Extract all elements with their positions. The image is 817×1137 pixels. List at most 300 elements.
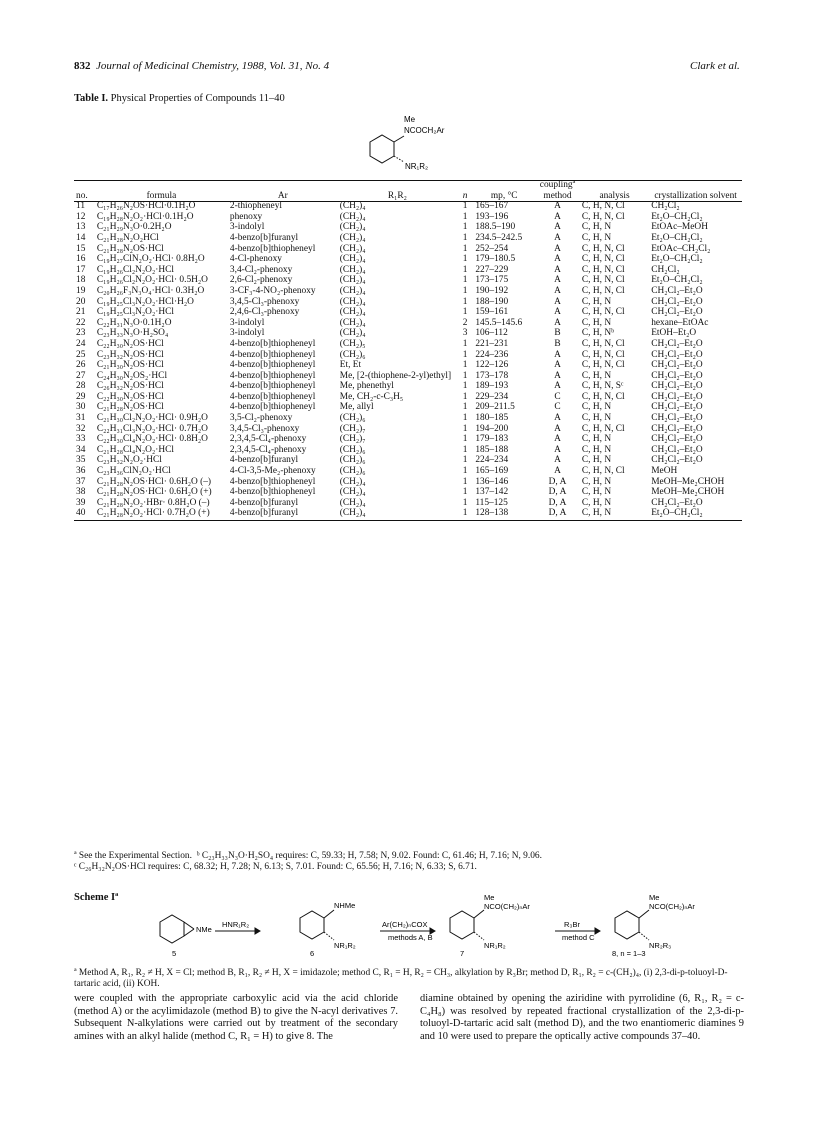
row-no: 29 [76,391,86,402]
col-header-method: couplingª method [539,180,576,201]
table-row [74,498,742,509]
running-header [74,60,329,72]
row-method: A [554,254,561,265]
table-row [74,318,742,329]
row-method: A [554,243,561,254]
row-method: B [554,338,561,349]
row-method: A [554,285,561,296]
row-solvent: CH₂Cl₂–Et₂O [651,349,703,360]
table-row [74,254,742,265]
row-analysis: C, H, N, Cl [581,360,625,371]
row-solvent: EtOH–Et₂O [651,328,697,339]
page-number: 832 [74,60,91,72]
table-row [74,350,742,361]
row-mp: 224–236 [475,349,509,360]
row-n: 1 [462,444,468,455]
row-formula: C₂₂H₃₀Cl₄N₂O₂·HCl· 0.8H₂O [96,434,208,445]
row-mp: 188.5–190 [475,222,516,233]
row-formula: C₂₂H₃₁Cl₃N₂O₂·HCl· 0.7H₂O [96,423,208,434]
row-mp: 145.5–145.6 [475,317,523,328]
row-mp: 122–126 [475,360,509,371]
row-r1r2: (CH₂)₄ [339,275,366,286]
row-no: 32 [76,423,86,434]
row-method: A [554,232,561,243]
row-analysis: C, H, N, Cl [581,254,625,265]
row-analysis: C, H, N [581,232,612,243]
row-r1r2: (CH₂)₄ [339,243,366,254]
row-formula: C₂₃H₃₂N₂OS·HCl [96,349,164,360]
row-r1r2: (CH₂)₄ [339,487,366,498]
row-n: 1 [462,264,468,275]
row-formula: C₂₁H₂₈Cl₄N₂O₂·HCl [96,444,174,455]
bond-bottom [394,156,404,162]
row-solvent: Et₂O–CH₂Cl₂ [651,254,703,265]
row-mp: 188–190 [475,296,509,307]
row-n: 1 [462,211,468,222]
row-method: A [554,201,561,212]
row-analysis: C, H, N [581,476,612,487]
cyclohexane-ring [370,135,394,163]
row-n: 1 [462,201,468,212]
row-solvent: MeOH [651,466,678,477]
row-mp: 179–180.5 [475,254,516,265]
row-solvent: CH₂Cl₂–Et₂O [651,444,703,455]
row-ar: 2,6-Cl₂-phenoxy [229,275,293,286]
table-row [74,413,742,424]
scheme-nco-top-8: NCO(CH₂)ₙAr [649,902,695,911]
row-n: 1 [462,508,468,519]
row-r1r2: (CH₂)₄ [339,328,366,339]
row-solvent: CH₂Cl₂ [651,264,680,275]
body-text-left: were coupled with the appropriate carboxylic acid via the acid chloride (method A) or the acylimidazole (method B) to give the N-acyl derivatives 7. Subsequent N-alkylations were carried out by treatment of the secondary amines with an alkyl halide (method C, R₁ = H) to give 8. The [74,993,398,1042]
row-n: 2 [462,317,468,328]
row-analysis: C, H, N [581,296,612,307]
row-n: 1 [462,434,468,445]
row-formula: C₂₁H₂₈N₂OS·HCl [96,402,164,413]
row-ar: 4-benzo[b]furanyl [229,232,299,243]
row-formula: C₂₂H₃₀N₂OS·HCl [96,391,164,402]
row-mp: 180–185 [475,413,509,424]
row-n: 1 [462,338,468,349]
row-no: 26 [76,360,86,371]
row-r1r2: (CH₂)₆ [339,413,366,424]
row-solvent: EtOAc–CH₂Cl₂ [651,243,711,254]
amide-ring [450,911,474,939]
row-formula: C₂₁H₃₀Cl₂N₂O₂·HCl· 0.9H₂O [96,413,208,424]
aziridine-ring [160,915,184,943]
row-n: 1 [462,455,468,466]
row-mp: 137–142 [475,487,509,498]
row-analysis: C, H, N [581,455,612,466]
row-method: A [554,264,561,275]
table-row [74,360,742,371]
scheme-reagent-1: HNR₁R₂ [222,920,250,929]
row-no: 37 [76,476,86,487]
scheme-nhme: NHMe [334,901,356,910]
table-row [74,487,742,498]
row-r1r2: Me, CH₂-c-C₃H₅ [339,391,404,402]
row-formula: C₂₃H₃₆ClN₂O₂·HCl [96,466,171,477]
table-row [74,508,742,519]
row-ar: 4-benzo[b]thiopheneyl [229,487,316,498]
row-analysis: C, H, N, Cl [581,338,625,349]
row-solvent: CH₂Cl₂–Et₂O [651,497,703,508]
row-no: 36 [76,466,86,477]
col-header-solvent: crystallization solvent [654,190,737,201]
row-formula: C₂₁H₂₈N₂OS·HCl [96,243,164,254]
row-r1r2: (CH₂)₄ [339,285,366,296]
row-no: 16 [76,254,86,265]
row-no: 38 [76,487,86,498]
row-analysis: C, H, N [581,487,612,498]
table-row [74,307,742,318]
row-n: 3 [462,328,468,339]
row-n: 1 [462,307,468,318]
structure-bottom-label: NR₁R₂ [405,162,429,171]
row-analysis: C, H, N [581,434,612,445]
row-no: 19 [76,285,86,296]
row-ar: 3,5-Cl₂-phenoxy [229,413,293,424]
row-n: 1 [462,254,468,265]
row-mp: 193–196 [475,211,509,222]
row-no: 33 [76,434,86,445]
row-formula: C₁₉H₂₈N₂O₂·HCl·0.1H₂O [96,211,194,222]
row-ar: 4-benzo[b]furanyl [229,508,299,519]
table-row [74,275,742,286]
row-solvent: Et₂O–CH₂Cl₂ [651,275,703,286]
table-row [74,466,742,477]
col-header-formula: formula [146,190,177,201]
table-row [74,286,742,297]
row-solvent: CH₂Cl₂–Et₂O [651,338,703,349]
row-formula: C₁₇H₂₆N₂OS·HCl·0.1H₂O [96,201,196,212]
row-formula: C₂₂H₃₀N₂OS·HCl [96,338,164,349]
row-r1r2: Et, Et [339,360,362,371]
row-n: 1 [462,275,468,286]
row-mp: 165–167 [475,201,509,212]
table-bottom-rule [74,520,742,521]
row-analysis: C, H, N [581,508,612,519]
row-method: C [554,391,561,402]
table-row [74,233,742,244]
footnote-a: ª See the Experimental Section. [74,851,192,861]
row-mp: 159–161 [475,307,509,318]
row-method: A [554,307,561,318]
row-formula: C₂₁H₂₉N₃O·0.2H₂O [96,222,172,233]
scheme-reagent-2: Ar(CH₂)ₙCOX [382,920,428,929]
row-formula: C₂₃H₃₃N₃O·H₂SO₄ [96,328,169,339]
row-analysis: C, H, N [581,413,612,424]
row-mp: 229–234 [475,391,509,402]
row-r1r2: Me, allyl [339,402,374,413]
scheme-footnote: ª Method A, R₁, R₂ ≠ H, X = Cl; method B, R₁, R₂ ≠ H, X = imidazole; method C, R₁ = H, R₂ = CH₃, alkylation by R₃Br; method D, R₁, R₂ = c-(CH₂)₄, (i) 2,3-di-p-toluoyl-D-tartaric acid, (ii) KOH. [74,968,728,989]
row-r1r2: (CH₂)₄ [339,307,366,318]
row-mp: 194–200 [475,423,509,434]
row-mp: 136–146 [475,476,509,487]
row-analysis: C, H, N, Cl [581,349,625,360]
row-mp: 173–178 [475,370,509,381]
row-solvent: CH₂Cl₂–Et₂O [651,455,703,466]
row-ar: 4-benzo[b]thiopheneyl [229,391,316,402]
row-ar: 3-indolyl [229,328,265,339]
row-ar: 3,4-Cl₂-phenoxy [229,264,293,275]
row-solvent: CH₂Cl₂–Et₂O [651,423,703,434]
row-method: A [554,275,561,286]
row-n: 1 [462,391,468,402]
row-r1r2: Me, phenethyl [339,381,394,392]
row-mp: 234.5–242.5 [475,232,523,243]
row-ar: 2,4,6-Cl₃-phenoxy [229,307,300,318]
row-analysis: C, H, N [581,317,612,328]
row-r1r2: (CH₂)₄ [339,317,366,328]
row-n: 1 [462,296,468,307]
row-formula: C₂₆H₃₂N₂OS·HCl [96,381,164,392]
row-solvent: Et₂O–CH₂Cl₂ [651,508,703,519]
row-formula: C₂₄H₃₀N₂OS₂·HCl [96,370,168,381]
row-method: A [554,296,561,307]
table-header-row [74,180,742,201]
table-row [74,402,742,413]
scheme-compound-5: 5 [172,949,177,958]
row-method: A [554,211,561,222]
properties-table [74,180,742,519]
table-row [74,244,742,255]
row-r1r2: (CH₂)₄ [339,296,366,307]
row-ar: 4-benzo[b]thiopheneyl [229,402,316,413]
row-mp: 190–192 [475,285,509,296]
row-mp: 252–254 [475,243,509,254]
row-no: 27 [76,370,86,381]
scheme-nr1r2-7: NR₁R₂ [484,941,506,950]
row-method: A [554,360,561,371]
journal-citation: Journal of Medicinal Chemistry, 1988, Vol. 31, No. 4 [96,60,330,72]
row-method: D, A [548,497,567,508]
row-no: 15 [76,243,86,254]
row-formula: C₂₂H₃₁N₃O·0.1H₂O [96,317,172,328]
row-n: 1 [462,497,468,508]
row-n: 1 [462,232,468,243]
row-mp: 189–193 [475,381,509,392]
row-analysis: C, H, N, Cl [581,264,625,275]
row-analysis: C, H, N, Cl [581,423,625,434]
alkylated-ring [615,911,639,939]
row-method: A [554,413,561,424]
scheme-me-8: Me [649,893,660,902]
row-mp: 115–125 [475,497,508,508]
row-ar: 4-Cl-3,5-Me₂-phenoxy [229,466,316,477]
scheme-methods-ab: methods A, B [388,933,433,942]
row-no: 13 [76,222,86,233]
row-no: 24 [76,338,86,349]
row-formula: C₂₀H₂₆F₃N₃O₄·HCl· 0.3H₂O [96,285,205,296]
row-no: 30 [76,402,86,413]
table-row [74,297,742,308]
row-solvent: CH₂Cl₂–Et₂O [651,434,703,445]
row-formula: C₁₉H₂₅Cl₃N₂O₂·HCl [96,307,174,318]
row-no: 18 [76,275,86,286]
row-n: 1 [462,285,468,296]
row-no: 22 [76,317,86,328]
row-n: 1 [462,381,468,392]
row-r1r2: (CH₂)₄ [339,264,366,275]
scheme-title: Scheme Iª [74,892,119,903]
row-analysis: C, H, N, Cl [581,201,625,212]
table-caption: Physical Properties of Compounds 11–40 [110,93,285,104]
scheme-diagram [150,800,730,960]
row-r1r2: (CH₂)₅ [339,338,366,349]
row-analysis: C, H, N, Cl [581,243,625,254]
table-row [74,381,742,392]
row-formula: C₁₉H₂₆Cl₂N₂O₂·HCl [96,264,174,275]
scheme-me: Me [484,893,495,902]
row-solvent: CH₂Cl₂–Et₂O [651,285,703,296]
row-solvent: CH₂Cl₂–Et₂O [651,391,703,402]
row-mp: 165–169 [475,466,509,477]
body-text-right: diamine obtained by opening the aziridine with pyrrolidine (6, R₁, R₂ = c-C₄H₈) was resolved by repeated fractional crystallization of the 2,3-di-p-toluoyl-D-tartaric acid salt (method D), and the two enantiomeric diamines 9 and 10 were used to prepare the optically active compounds 37–40. [420,993,744,1042]
row-solvent: CH₂Cl₂–Et₂O [651,296,703,307]
row-ar: phenoxy [229,211,263,222]
row-no: 23 [76,328,86,339]
row-solvent: EtOAc–MeOH [651,222,708,233]
row-n: 1 [462,413,468,424]
row-n: 1 [462,222,468,233]
row-formula: C₁₉H₂₆Cl₂N₂O₂·HCl· 0.5H₂O [96,275,208,286]
row-no: 40 [76,508,86,519]
row-no: 11 [76,201,86,212]
row-mp: 106–112 [475,328,508,339]
col-header-n: n [462,190,468,201]
row-analysis: C, H, Nᵇ [581,328,614,339]
table-row [74,201,742,212]
scheme-nr1r2: NR₁R₂ [334,941,356,950]
row-r1r2: (CH₂)₄ [339,222,366,233]
row-solvent: hexane–EtOAc [651,317,709,328]
scheme-compound-6: 6 [310,949,315,958]
row-r1r2: (CH₂)₆ [339,466,366,477]
col-header-no: no. [76,190,88,201]
row-method: A [554,455,561,466]
footnote-c: ᶜ C₂₆H₃₂N₂OS·HCl requires: C, 68.32; H, 7.28; N, 6.13; S, 7.01. Found: C, 65.56; H, 7.16; N, 6.33; S, 6.71. [74,862,477,872]
row-r1r2: (CH₂)₄ [339,254,366,265]
scheme-nme: NMe [196,925,212,934]
row-analysis: C, H, N, Cl [581,391,625,402]
scheme-method-c: method C [562,933,595,942]
col-header-analysis: analysis [599,190,630,201]
table-row [74,222,742,233]
row-ar: 4-benzo[b]furanyl [229,497,299,508]
col-header-ar: Ar [277,190,288,201]
row-solvent: CH₂Cl₂–Et₂O [651,413,703,424]
row-no: 31 [76,413,86,424]
row-formula: C₂₁H₂₈N₂OS·HCl· 0.6H₂O (+) [96,487,212,498]
row-ar: 2,3,4,5-Cl₄-phenoxy [229,434,307,445]
row-r1r2: (CH₂)₇ [339,423,366,434]
row-no: 12 [76,211,86,222]
table-row [74,445,742,456]
table-title [74,93,285,104]
row-r1r2: (CH₂)₆ [339,455,366,466]
row-analysis: C, H, N, Cl [581,307,625,318]
row-r1r2: (CH₂)₄ [339,476,366,487]
row-no: 17 [76,264,86,275]
row-ar: 2-thiopheneyl [229,201,282,212]
row-solvent: Et₂O–CH₂Cl₂ [651,232,703,243]
table-row [74,371,742,382]
row-r1r2: (CH₂)₄ [339,497,366,508]
row-method: D, A [548,476,567,487]
row-r1r2: Me, [2-(thiophene-2-yl)ethyl] [339,370,452,381]
row-mp: 209–211.5 [475,402,515,413]
scheme-compound-7: 7 [460,949,465,958]
table-row [74,339,742,350]
row-solvent: CH₂Cl₂–Et₂O [651,402,703,413]
row-ar: 4-benzo[b]furanyl [229,455,299,466]
row-n: 1 [462,243,468,254]
table-label: Table I. [74,93,109,104]
row-solvent: CH₂Cl₂ [651,201,680,212]
row-solvent: MeOH–Me₂CHOH [651,476,725,487]
row-no: 28 [76,381,86,392]
author-header: Clark et al. [690,60,740,72]
row-ar: 4-benzo[b]thiopheneyl [229,381,316,392]
row-method: A [554,444,561,455]
row-mp: 128–138 [475,508,509,519]
row-ar: 3-indolyl [229,222,265,233]
scheme-nco-top: NCO(CH₂)ₙAr [484,902,530,911]
table-row [74,392,742,403]
table-header-rule [74,201,742,202]
row-mp: 224–234 [475,455,509,466]
row-n: 1 [462,487,468,498]
row-method: A [554,317,561,328]
row-mp: 173–175 [475,275,509,286]
row-analysis: C, H, N, Cl [581,466,625,477]
row-method: C [554,402,561,413]
row-analysis: C, H, N [581,222,612,233]
row-solvent: MeOH–Me₂CHOH [651,487,725,498]
row-solvent: CH₂Cl₂–Et₂O [651,360,703,371]
col-header-r1r2: R₁R₂ [387,190,407,201]
row-no: 34 [76,444,86,455]
table-row [74,434,742,445]
row-ar: 3-CF₃-4-NO₂-phenoxy [229,285,316,296]
row-ar: 3,4,5-Cl₃-phenoxy [229,296,300,307]
row-analysis: C, H, N, Cl [581,211,625,222]
row-ar: 3,4,5-Cl₃-phenoxy [229,423,300,434]
row-mp: 221–231 [475,338,509,349]
row-formula: C₂₁H₃₀N₂OS·HCl [96,360,164,371]
row-formula: C₂₁H₂₈N₂O₂·HBr· 0.8H₂O (–) [96,497,210,508]
diamine-ring [300,911,324,939]
row-solvent: CH₂Cl₂–Et₂O [651,307,703,318]
row-method: A [554,423,561,434]
row-n: 1 [462,360,468,371]
row-r1r2: (CH₂)₄ [339,232,366,243]
row-ar: 3-indolyl [229,317,265,328]
row-no: 39 [76,497,86,508]
table-row [74,455,742,466]
table-row [74,328,742,339]
row-formula: C₂₁H₂₈N₂OS·HCl· 0.6H₂O (–) [96,476,212,487]
scheme-compound-8: 8, n = 1–3 [612,949,646,958]
row-n: 1 [462,466,468,477]
row-n: 1 [462,349,468,360]
row-formula: C₂₁H₂₈N₂O₂HCl [96,232,159,243]
row-ar: 4-benzo[b]thiopheneyl [229,476,316,487]
row-r1r2: (CH₂)₆ [339,349,366,360]
row-no: 21 [76,307,86,318]
row-r1r2: (CH₂)₆ [339,444,366,455]
